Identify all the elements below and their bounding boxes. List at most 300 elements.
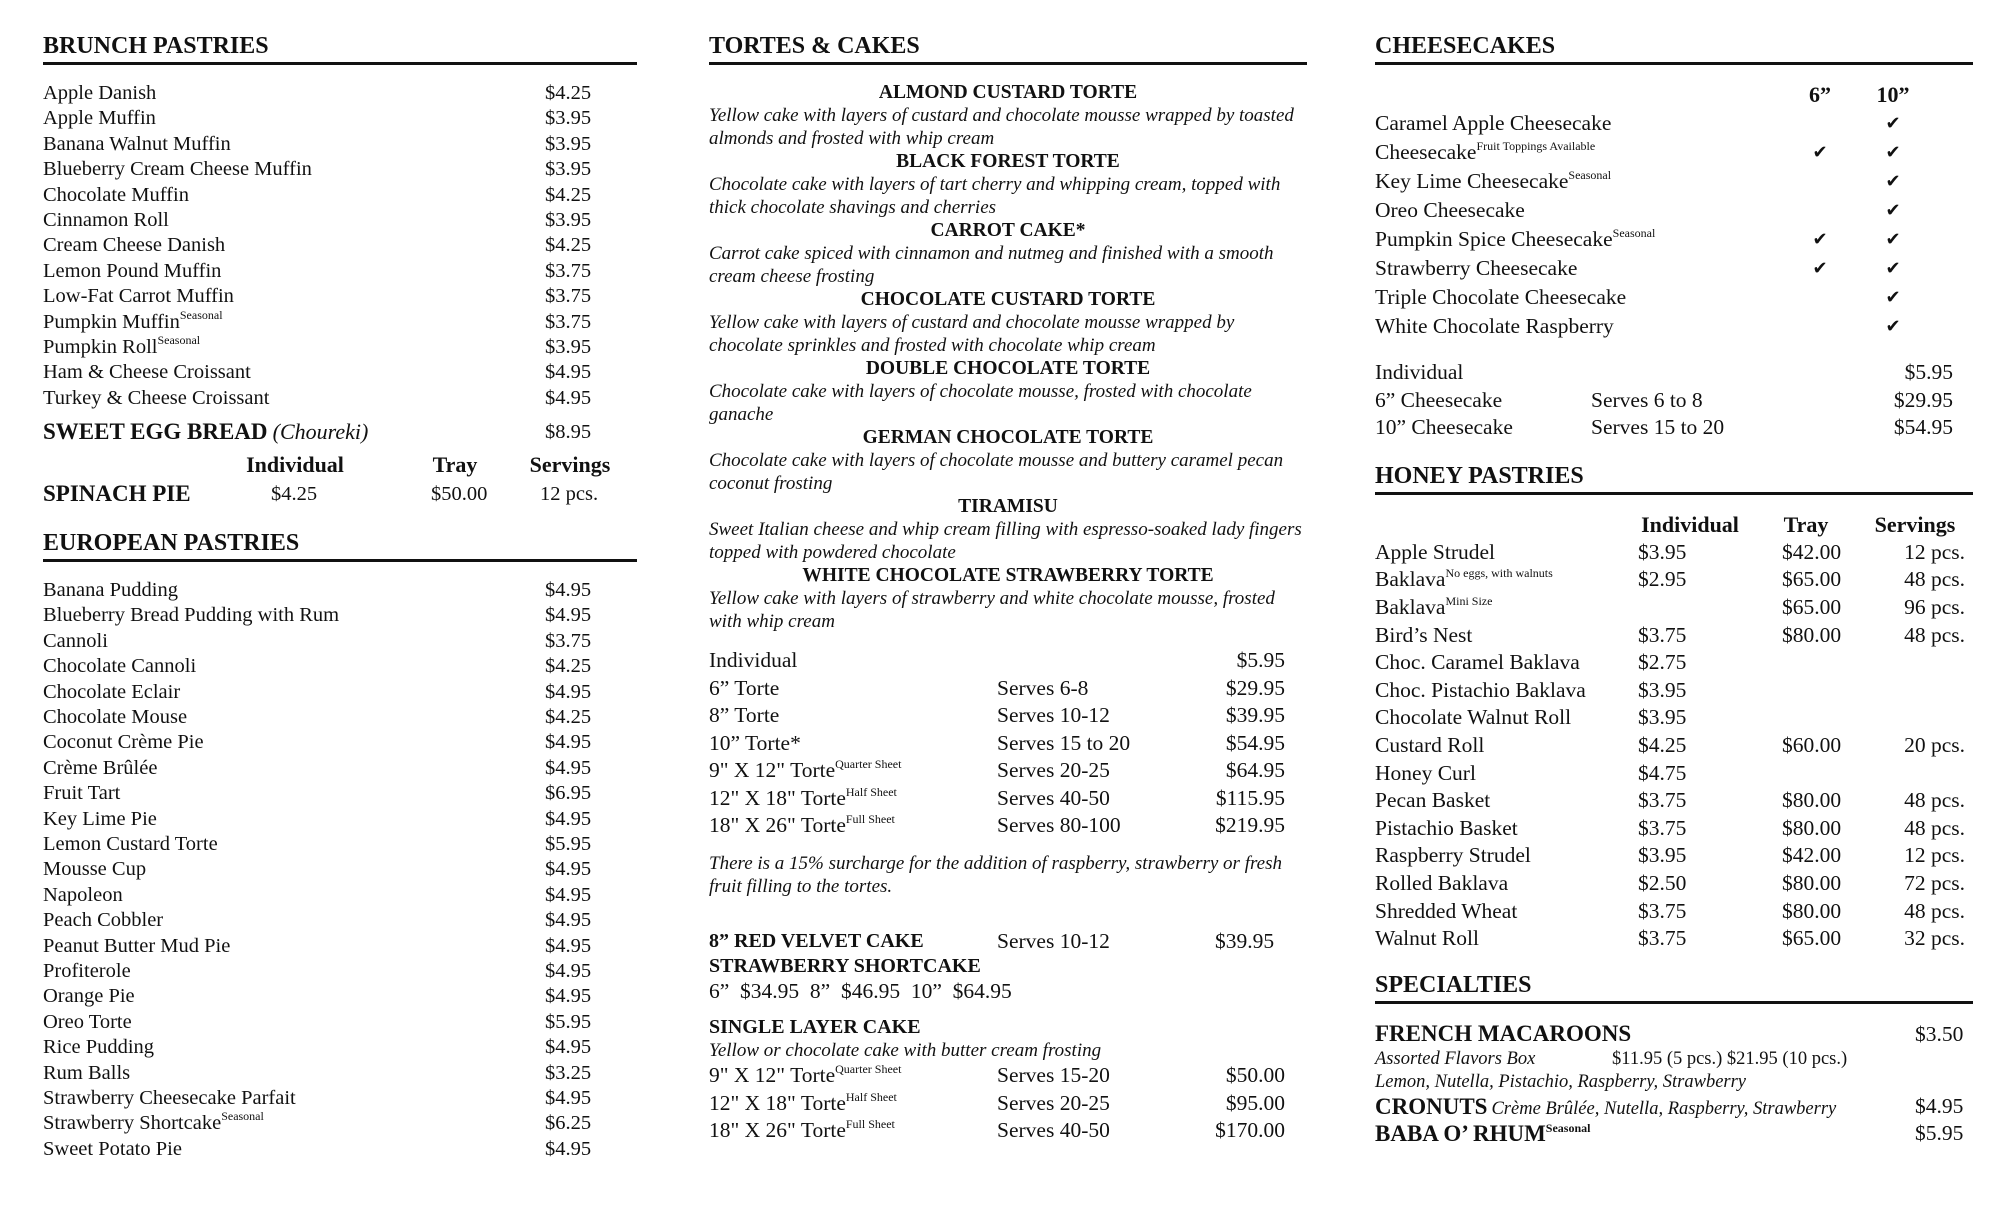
surcharge-note: There is a 15% surcharge for the addition of raspberry, strawberry or fresh fruit filling to the tortes.: [709, 852, 1282, 897]
honey-pastry-item: [1375, 842, 1973, 870]
size-name: 9" X 12" Torte$^{Quarter Sheet}$: [709, 1062, 902, 1087]
list-item: [43, 832, 637, 857]
item-price: $4.95: [545, 1036, 592, 1059]
sweet-egg-bread-name: SWEET EGG BREAD (Choureki): [43, 419, 369, 445]
item-price: $4.95: [545, 934, 592, 957]
item-price: $6.25: [545, 1112, 592, 1135]
spinach-pie-name: SPINACH PIE: [43, 481, 191, 507]
cheesecake-note: Fruit Toppings Available: [1476, 139, 1596, 153]
single-layer-size-table: [709, 1062, 1307, 1145]
size-name: 12" X 18" Torte$^{Half Sheet}$: [709, 784, 897, 810]
item-name: Orange Pie: [43, 985, 135, 1008]
honey-individual: $3.75: [1638, 788, 1687, 813]
cake-description: Carrot cake spiced with cinnamon and nutmeg and finished with a smooth cream cheese frosting: [709, 243, 1274, 287]
size-row: [709, 1062, 1307, 1090]
size-name: 10” Torte*: [709, 730, 801, 755]
item-name: Peanut Butter Mud Pie: [43, 934, 231, 957]
list-item: [43, 883, 637, 908]
size-row: [709, 730, 1307, 758]
cake-title: TIRAMISU: [958, 496, 1058, 517]
honey-individual: $2.75: [1638, 650, 1687, 675]
item-price: $4.95: [545, 985, 592, 1008]
list-item: [43, 934, 637, 959]
brunch-pastries-title: BRUNCH PASTRIES: [43, 30, 637, 65]
honey-servings: 72 pcs.: [1904, 870, 1965, 895]
list-item: [43, 1111, 637, 1136]
item-price: $4.95: [545, 680, 592, 703]
item-name: Pumpkin Roll$^{Seasonal}$: [43, 332, 201, 358]
item-name: Lemon Custard Torte: [43, 832, 218, 855]
honey-pastry-item: [1375, 677, 1973, 705]
honey-servings: 48 pcs.: [1904, 788, 1965, 813]
cheesecake-name: White Chocolate Raspberry: [1375, 314, 1614, 338]
size-price: $29.95: [1893, 387, 1953, 412]
size-row: [709, 647, 1307, 675]
macaroon-flavors: Lemon, Nutella, Pistachio, Raspberry, Strawberry: [1375, 1071, 1747, 1092]
size-serves: Serves 15 to 20: [1591, 415, 1725, 440]
list-item: [43, 233, 637, 258]
size-name: 18" X 26" Torte$^{Full Sheet}$: [709, 812, 895, 837]
cheesecake-size-table: [1375, 359, 1973, 442]
honey-tray: $80.00: [1782, 622, 1842, 647]
honey-pastry-name: Pistachio Basket: [1375, 815, 1518, 840]
item-price: $4.95: [545, 756, 592, 779]
size-price: $219.95: [1215, 813, 1285, 837]
item-price: $4.25: [545, 655, 592, 678]
european-pastries-list: [43, 578, 637, 1162]
size-name: 6” Cheesecake: [1375, 387, 1503, 412]
size-note: Full Sheet: [845, 1117, 895, 1131]
honey-individual: $3.75: [1638, 815, 1687, 840]
honey-pastry-name: Choc. Pistachio Baklava: [1375, 677, 1586, 702]
item-name: Blueberry Cream Cheese Muffin: [43, 158, 312, 181]
size-row: [709, 1117, 1307, 1145]
cake-block: [709, 81, 1307, 150]
honey-individual: $4.25: [1638, 732, 1687, 757]
item-price: $3.95: [545, 107, 592, 130]
honey-pastry-item: [1375, 594, 1973, 622]
cheesecake-item: [1375, 254, 1973, 283]
column-right: [1375, 30, 1973, 1147]
size-price: $5.95: [1236, 648, 1285, 672]
item-price: $6.95: [545, 782, 592, 805]
honey-pastry-item: [1375, 539, 1973, 567]
baba-orhum-row: BABA O’ $RHUM^{Seasonal}$ $5.95: [1375, 1120, 1964, 1146]
item-name: Profiterole: [43, 959, 131, 982]
item-price: $3.95: [545, 335, 592, 358]
size-row: [709, 702, 1307, 730]
list-item: [43, 284, 637, 309]
size-serves: Serves 15-20: [997, 1063, 1110, 1087]
size-row: [709, 675, 1307, 703]
tortes-cakes-title: TORTES & CAKES: [709, 30, 1307, 65]
list-item: [43, 360, 637, 385]
cheesecake-name: Pumpkin Spice Cheesecake$^{Seasonal}$: [1375, 226, 1656, 251]
honey-pastry-item: [1375, 815, 1973, 843]
honey-servings: 96 pcs.: [1904, 594, 1965, 619]
honey-pastry-item: [1375, 622, 1973, 650]
list-item: [43, 1035, 637, 1060]
item-name: Key Lime Pie: [43, 807, 157, 830]
honey-pastry-name: Baklava$^{No eggs, with walnuts}$: [1375, 566, 1553, 592]
list-item: [43, 1137, 637, 1162]
honey-servings: 12 pcs.: [1904, 539, 1965, 564]
item-name: Rice Pudding: [43, 1036, 155, 1059]
item-name: Cannoli: [43, 629, 108, 652]
item-price: $5.95: [545, 1010, 592, 1033]
list-item: [43, 705, 637, 730]
honey-pastries-title: HONEY PASTRIES: [1375, 460, 1973, 495]
item-name: Strawberry Cheesecake Parfait: [43, 1086, 296, 1109]
cake-description: Sweet Italian cheese and whip cream filling with espresso-soaked lady fingers topped with powdered chocolate: [709, 519, 1302, 563]
honey-pastry-name: Rolled Baklava: [1375, 870, 1509, 895]
honey-tray: $80.00: [1782, 815, 1842, 840]
strawberry-shortcake-prices: 6” $34.95 8” $46.95 10” $64.95: [709, 979, 1012, 1003]
honey-pastry-name: Pecan Basket: [1375, 788, 1491, 813]
list-item: [43, 208, 637, 233]
checkmark-icon: ✔: [1812, 142, 1828, 162]
item-price: $4.95: [545, 604, 592, 627]
cheesecake-size-headers: 6” 10”: [1809, 82, 1910, 107]
checkmark-icon: ✔: [1885, 229, 1901, 249]
list-item: [43, 106, 637, 131]
size-price: $29.95: [1225, 675, 1285, 700]
item-price: $3.75: [545, 310, 592, 333]
list-item: [43, 781, 637, 806]
item-price: $4.25: [545, 82, 592, 104]
cheesecake-item: [1375, 138, 1973, 167]
sweet-egg-bread-row: [43, 415, 637, 449]
list-item: [43, 959, 637, 984]
size-name: 12" X 18" Torte$^{Half Sheet}$: [709, 1089, 897, 1115]
size-serves: Serves 6-8: [997, 675, 1089, 700]
item-name: Chocolate Muffin: [43, 183, 189, 206]
honey-pastry-item: [1375, 925, 1973, 953]
macaroon-box-row: Assorted Flavors Box $11.95 (5 pcs.) $21.95 (10 pcs.): [1375, 1048, 1848, 1069]
honey-individual: $2.95: [1638, 567, 1687, 592]
honey-tray: $65.00: [1782, 926, 1842, 951]
size-price: $50.00: [1225, 1063, 1285, 1087]
size-price: $95.00: [1225, 1090, 1285, 1115]
cheesecake-item: [1375, 225, 1973, 254]
item-name: Low-Fat Carrot Muffin: [43, 285, 234, 308]
size-note: Half Sheet: [845, 1089, 897, 1104]
honey-individual: $3.95: [1638, 843, 1687, 868]
checkmark-icon: ✔: [1885, 200, 1901, 220]
honey-tray: $65.00: [1782, 594, 1842, 619]
cake-title: CHOCOLATE CUSTARD TORTE: [860, 289, 1156, 310]
size-serves: Serves 20-25: [997, 758, 1110, 782]
seasonal-note: Seasonal: [221, 1109, 264, 1124]
checkmark-icon: ✔: [1885, 171, 1901, 191]
item-price: $4.25: [545, 234, 592, 257]
honey-pastry-name: Baklava$^{Mini Size}$: [1375, 593, 1493, 619]
spinach-pie-tray: $50.00: [431, 483, 488, 506]
cheesecake-item: [1375, 312, 1973, 341]
list-item: [43, 307, 637, 335]
honey-tray: $80.00: [1782, 870, 1842, 895]
list-item: [43, 908, 637, 933]
cake-title: WHITE CHOCOLATE STRAWBERRY TORTE: [802, 565, 1214, 586]
item-name: Apple Danish: [43, 82, 157, 104]
honey-pastry-name: Shredded Wheat: [1375, 898, 1518, 923]
size-note: Half Sheet: [845, 784, 897, 799]
cake-block: [709, 150, 1307, 219]
item-name: Banana Pudding: [43, 579, 178, 602]
list-item: [43, 578, 637, 603]
cheesecake-list: [1375, 109, 1973, 341]
item-name: Cinnamon Roll: [43, 208, 169, 231]
size-serves: Serves 40-50: [997, 785, 1110, 810]
cake-descriptions: [709, 81, 1307, 633]
honey-pastries-headers: Individual Tray Servings: [1641, 511, 1956, 537]
item-price: $4.95: [545, 807, 592, 830]
list-item: [43, 157, 637, 182]
item-price: $3.75: [545, 629, 592, 652]
cheesecake-item: [1375, 109, 1973, 138]
honey-tray: $42.00: [1782, 843, 1842, 868]
honey-individual: $3.75: [1638, 622, 1687, 647]
honey-tray: $80.00: [1782, 788, 1842, 813]
cheesecake-name: Oreo Cheesecake: [1375, 198, 1525, 222]
honey-pastries-list: [1375, 539, 1973, 953]
honey-pastry-name: Chocolate Walnut Roll: [1375, 705, 1572, 730]
size-row: [709, 785, 1307, 813]
item-name: Turkey & Cheese Croissant: [43, 386, 270, 409]
item-price: $3.25: [545, 1061, 592, 1084]
size-row: [1375, 359, 1973, 387]
checkmark-icon: ✔: [1885, 258, 1901, 278]
item-price: $4.95: [545, 959, 592, 982]
item-price: $4.95: [545, 731, 592, 754]
honey-servings: 20 pcs.: [1904, 732, 1965, 757]
item-price: $4.95: [545, 579, 592, 602]
single-layer-cake-desc: Yellow or chocolate cake with butter cream frosting: [709, 1040, 1102, 1061]
cake-title: BLACK FOREST TORTE: [896, 151, 1120, 172]
european-pastries-title: EUROPEAN PASTRIES: [43, 527, 637, 562]
specialties-title: SPECIALTIES: [1375, 969, 1973, 1004]
item-name: Lemon Pound Muffin: [43, 259, 222, 282]
size-name: 8” Torte: [709, 703, 780, 727]
honey-pastry-item: [1375, 566, 1973, 594]
item-price: $3.95: [545, 132, 592, 155]
size-name: 6” Torte: [709, 675, 780, 700]
item-price: $4.95: [545, 909, 592, 932]
cheesecake-name: Cheesecake$^{Fruit Toppings Available}$: [1375, 139, 1596, 164]
item-name: Strawberry Shortcake$^{Seasonal}$: [43, 1109, 264, 1135]
size-row: [709, 812, 1307, 840]
item-price: $4.95: [545, 1086, 592, 1109]
checkmark-icon: ✔: [1812, 229, 1828, 249]
single-layer-cake-title: SINGLE LAYER CAKE: [709, 1016, 921, 1038]
honey-pastry-name: Raspberry Strudel: [1375, 843, 1531, 868]
honey-pastry-name: Bird’s Nest: [1375, 622, 1473, 647]
spinach-pie-headers: Individual Tray Servings: [246, 452, 611, 478]
spinach-pie-row: [43, 479, 637, 509]
cronuts-row: CRONUTS Crème Brûlée, Nutella, Raspberry, Strawberry $4.95: [1375, 1093, 1964, 1119]
size-price: $54.95: [1225, 730, 1285, 755]
item-name: Mousse Cup: [43, 858, 147, 881]
item-name: Pumpkin Muffin$^{Seasonal}$: [43, 307, 223, 333]
honey-individual: $3.75: [1638, 926, 1687, 951]
cheesecakes-title: CHEESECAKES: [1375, 30, 1973, 65]
honey-servings: 12 pcs.: [1904, 843, 1965, 868]
honey-pastry-name: Apple Strudel: [1375, 539, 1496, 564]
list-item: [43, 81, 637, 106]
cheesecake-item: [1375, 196, 1973, 225]
brunch-pastries-list: [43, 81, 637, 411]
honey-servings: 48 pcs.: [1904, 815, 1965, 840]
cheesecake-name: Strawberry Cheesecake: [1375, 256, 1578, 280]
checkmark-icon: ✔: [1885, 113, 1901, 133]
cheesecake-name: Key Lime Cheesecake$^{Seasonal}$: [1375, 168, 1612, 193]
strawberry-shortcake-title: STRAWBERRY SHORTCAKE: [709, 955, 981, 977]
size-serves: Serves 20-25: [997, 1090, 1110, 1115]
size-row: [1375, 387, 1973, 415]
item-price: $4.95: [545, 361, 592, 384]
list-item: [43, 1086, 637, 1111]
list-item: [43, 386, 637, 411]
item-name: Fruit Tart: [43, 782, 121, 805]
honey-individual: $3.95: [1638, 677, 1687, 702]
item-name: Coconut Crème Pie: [43, 731, 204, 754]
honey-individual: $4.75: [1638, 760, 1687, 785]
item-name: Peach Cobbler: [43, 909, 164, 932]
torte-size-table: [709, 647, 1307, 840]
cheesecake-name: Caramel Apple Cheesecake: [1375, 111, 1612, 135]
item-price: $5.95: [545, 832, 592, 855]
honey-individual: $3.95: [1638, 539, 1687, 564]
honey-pastry-name: Walnut Roll: [1375, 926, 1479, 951]
column-left: [43, 30, 637, 1162]
list-item: [43, 984, 637, 1009]
size-price: $64.95: [1225, 758, 1285, 782]
size-row: [1375, 414, 1973, 442]
item-name: Napoleon: [43, 883, 123, 906]
cake-title: GERMAN CHOCOLATE TORTE: [862, 427, 1154, 448]
list-item: [43, 332, 637, 360]
item-name: Banana Walnut Muffin: [43, 132, 231, 155]
cake-description: Chocolate cake with layers of chocolate mousse and buttery caramel pecan coconut frosting: [709, 450, 1284, 494]
list-item: [43, 857, 637, 882]
red-velvet-row: 8” RED VELVET CAKE Serves 10-12 $39.95: [709, 928, 1275, 953]
size-note: Quarter Sheet: [835, 757, 902, 771]
item-name: Apple Muffin: [43, 107, 156, 130]
list-item: [43, 654, 637, 679]
honey-tray: $42.00: [1782, 539, 1842, 564]
cake-title: CARROT CAKE*: [930, 220, 1086, 241]
list-item: [43, 1010, 637, 1035]
sweet-egg-bread-price: $8.95: [545, 421, 592, 444]
list-item: [43, 259, 637, 284]
cake-description: Yellow cake with layers of custard and chocolate mousse wrapped by chocolate sprinkles and frosted with chocolate whip cream: [709, 312, 1235, 356]
item-name: Oreo Torte: [43, 1010, 132, 1033]
honey-servings: 48 pcs.: [1904, 898, 1965, 923]
cake-title: ALMOND CUSTARD TORTE: [878, 82, 1138, 103]
item-name: Blueberry Bread Pudding with Rum: [43, 604, 340, 627]
item-name: Rum Balls: [43, 1061, 131, 1084]
item-name: Chocolate Cannoli: [43, 655, 197, 678]
cake-block: [709, 564, 1307, 633]
checkmark-icon: ✔: [1885, 142, 1901, 162]
honey-tray: $60.00: [1782, 732, 1842, 757]
item-price: $4.25: [545, 183, 592, 206]
honey-pastry-name: Choc. Caramel Baklava: [1375, 650, 1580, 675]
honey-individual: $3.75: [1638, 898, 1687, 923]
item-price: $3.75: [545, 285, 592, 308]
honey-tray: $65.00: [1782, 567, 1842, 592]
cheesecake-note: Seasonal: [1568, 168, 1612, 182]
spinach-pie-servings: 12 pcs.: [540, 483, 599, 506]
list-item: [43, 1061, 637, 1086]
cake-block: [709, 357, 1307, 426]
honey-pastry-name: Honey Curl: [1375, 760, 1476, 785]
honey-servings: 48 pcs.: [1904, 567, 1965, 592]
cake-block: [709, 495, 1307, 564]
size-price: $54.95: [1893, 415, 1953, 440]
size-name: 9" X 12" Torte$^{Quarter Sheet}$: [709, 757, 902, 782]
cake-description: Yellow cake with layers of strawberry and white chocolate mousse, frosted with whip cream: [709, 588, 1275, 632]
item-name: Ham & Cheese Croissant: [43, 361, 251, 384]
size-name: Individual: [709, 648, 798, 672]
list-item: [43, 756, 637, 781]
honey-tray: $80.00: [1782, 898, 1842, 923]
list-item: [43, 603, 637, 628]
cake-block: [709, 288, 1307, 357]
size-serves: Serves 6 to 8: [1591, 387, 1703, 412]
size-price: $115.95: [1215, 785, 1285, 810]
size-note: Quarter Sheet: [835, 1062, 902, 1076]
cheesecake-item: [1375, 283, 1973, 312]
size-serves: Serves 80-100: [997, 813, 1121, 837]
cheesecake-note: Seasonal: [1612, 226, 1656, 240]
item-name: Chocolate Eclair: [43, 680, 181, 703]
seasonal-note: Seasonal: [179, 307, 223, 322]
item-name: Chocolate Mouse: [43, 706, 188, 729]
checkmark-icon: ✔: [1812, 258, 1828, 278]
honey-servings: 48 pcs.: [1904, 622, 1965, 647]
honey-pastry-item: [1375, 787, 1973, 815]
honey-pastry-item: [1375, 649, 1973, 677]
honey-servings: 32 pcs.: [1904, 926, 1965, 951]
checkmark-icon: ✔: [1885, 316, 1901, 336]
size-price: $170.00: [1215, 1118, 1285, 1142]
cake-title: DOUBLE CHOCOLATE TORTE: [865, 358, 1151, 379]
honey-pastry-item: [1375, 870, 1973, 898]
list-item: [43, 680, 637, 705]
item-price: $3.75: [545, 259, 592, 282]
size-serves: Serves 40-50: [997, 1118, 1110, 1142]
item-price: $4.95: [545, 883, 592, 906]
list-item: [43, 132, 637, 157]
honey-pastry-item: [1375, 732, 1973, 760]
column-middle: [709, 30, 1307, 1145]
honey-pastry-note: Mini Size: [1445, 593, 1493, 608]
item-price: $4.95: [545, 1137, 592, 1160]
item-price: $4.25: [545, 706, 592, 729]
honey-individual: $2.50: [1638, 870, 1687, 895]
checkmark-icon: ✔: [1885, 287, 1901, 307]
honey-pastry-note: No eggs, with walnuts: [1445, 566, 1553, 581]
size-serves: Serves 10-12: [997, 703, 1110, 727]
item-name: Sweet Potato Pie: [43, 1137, 182, 1160]
seasonal-note: Seasonal: [157, 332, 201, 347]
honey-pastry-item: [1375, 760, 1973, 788]
item-price: $3.95: [545, 158, 592, 181]
cake-description: Chocolate cake with layers of tart cherry and whipping cream, topped with thick chocolate shavings and cherries: [709, 174, 1281, 218]
honey-pastry-name: Custard Roll: [1375, 732, 1485, 757]
list-item: [43, 629, 637, 654]
